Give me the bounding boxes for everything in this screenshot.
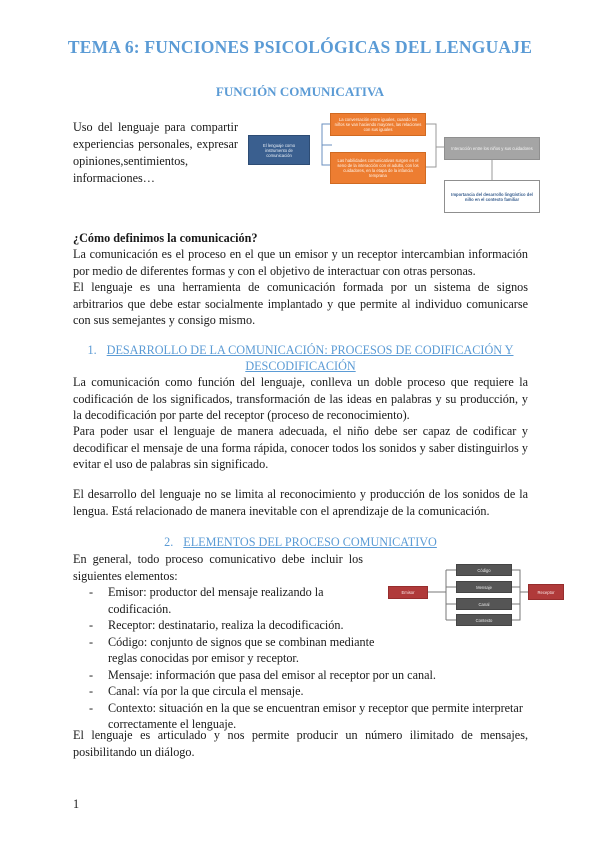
paragraph-double-process: La comunicación como función del lenguaje, conlleva un doble proceso que requiere la codificación de los significados, transformación de las ideas en palabras y su producción, y la decodificación por parte del receptor (proceso de reconocimiento). bbox=[73, 375, 528, 422]
list-item-mensaje: - Mensaje: información que pasa del emisor al receptor por un canal. bbox=[89, 667, 529, 684]
paragraph-articulated-language: El lenguaje es articulado y nos permite producir un número ilimitado de mensajes, posibilitando un diálogo. bbox=[73, 728, 528, 759]
paragraph-language-tool: El lenguaje es una herramienta de comunicación formada por un sistema de signos arbitrarios que debe estar socialmente implantado y que permite al individuo comunicarse con sus semejantes y consigo mismo. bbox=[73, 280, 528, 327]
page-subtitle: FUNCIÓN COMUNICATIVA bbox=[215, 84, 385, 99]
page-number: 1 bbox=[73, 797, 80, 811]
paragraph-language-development: El desarrollo del lenguaje no se limita al reconocimiento y producción de los sonidos de la lengua. Está relacionado de manera inevitable con el aprendizaje de la comunicación. bbox=[73, 487, 528, 518]
diagram2-emisor-box: Emisor bbox=[388, 586, 428, 599]
diagram1-root-box: El lenguaje como instrumento de comunicación bbox=[248, 135, 310, 165]
diagram1-white-box: Importancia del desarrollo lingüístico del niño en el contexto familiar bbox=[444, 180, 540, 213]
connector-root-bottom bbox=[322, 145, 330, 165]
diagram1-gray-box: Interacción entre los niños y sus cuidadores bbox=[444, 137, 540, 160]
list-item-receptor: - Receptor: destinatario, realiza la decodificación. bbox=[89, 617, 379, 634]
diagram1-top-box: La conversación entre iguales, cuando los niños se van haciendo mayores, las relaciones con sus iguales bbox=[330, 113, 426, 136]
section-1-number: 1. bbox=[87, 343, 97, 357]
list-item-contexto: - Contexto: situación en la que se encuentran emisor y receptor que permite interpretar correctamente el lenguaje. bbox=[89, 700, 529, 733]
paragraph-elements-intro: En general, todo proceso comunicativo debe incluir los siguientes elementos: bbox=[73, 552, 363, 583]
connector-bottom-gray bbox=[426, 147, 436, 167]
paragraph-child-coding: Para poder usar el lenguaje de manera adecuada, el niño debe ser capaz de codificar y decodificar el mensaje de una forma rápida, conocer todos los sonidos y saber distinguirlos y evitar el uso de palabras sin significado. bbox=[73, 424, 528, 471]
section-2-title: ELEMENTOS DEL PROCESO COMUNICATIVO bbox=[183, 535, 437, 549]
diagram2-canal-box: Canal bbox=[456, 598, 512, 610]
connector-to-gray bbox=[426, 124, 444, 147]
paragraph-definition: La comunicación es el proceso en el que un emisor y un receptor intercambian información por medio de diferentes formas y con el objetivo de interactuar con otras personas. bbox=[73, 247, 528, 278]
list-item-canal: - Canal: vía por la que circula el mensaje. bbox=[89, 683, 529, 700]
section-1-title: DESARROLLO DE LA COMUNICACIÓN: PROCESOS DE CODIFICACIÓN Y DESCODIFICACIÓN bbox=[106, 343, 514, 373]
page-title: TEMA 6: FUNCIONES PSICOLÓGICAS DEL LENGUAJE bbox=[67, 37, 533, 57]
diagram2-mensaje-box: Mensaje bbox=[456, 581, 512, 593]
diagram2-codigo-box: Código bbox=[456, 564, 512, 576]
section-heading-1 bbox=[73, 342, 528, 374]
intro-text: Uso del lenguaje para compartir experiencias personales, expresar opiniones,sentimientos, informaciones… bbox=[73, 120, 238, 185]
section-2-number: 2. bbox=[164, 535, 174, 549]
diagram2-receptor-box: Receptor bbox=[528, 584, 564, 600]
section-heading-2 bbox=[73, 534, 528, 550]
list-item-codigo: - Código: conjunto de signos que se combinan mediante reglas conocidas por emisor y receptor. bbox=[89, 634, 379, 667]
question-heading: ¿Cómo definimos la comunicación? bbox=[73, 231, 258, 245]
diagram1-bottom-box: Las habilidades comunicativas surgen en el seno de la interacción con el adulto, con los cuidadores, en la etapa de la infancia temprana bbox=[330, 152, 426, 184]
list-item-emisor: - Emisor: productor del mensaje realizando la codificación. bbox=[89, 584, 379, 617]
diagram2-contexto-box: Contexto bbox=[456, 614, 512, 626]
